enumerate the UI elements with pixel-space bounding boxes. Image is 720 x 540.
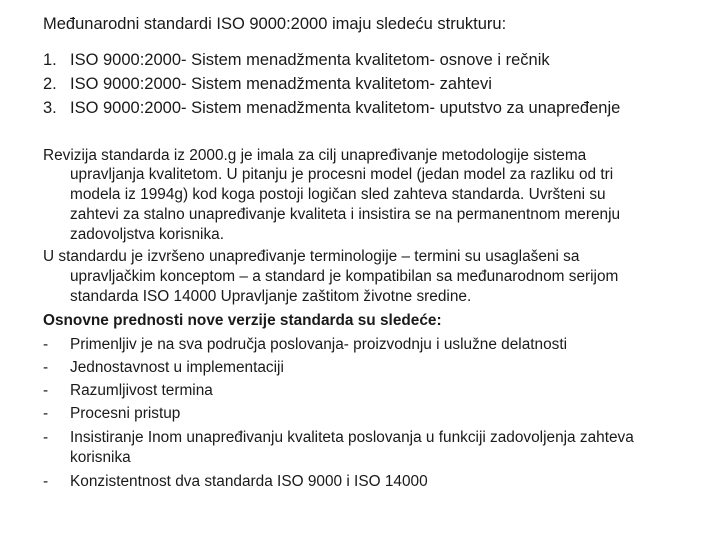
advantage-item: Konzistentnost dva standarda ISO 9000 i ISO 14000 <box>70 473 428 490</box>
advantage-item: Insistiranje Inom unapređivanju kvaliteta poslovanja u funkciji zadovoljenja zahteva <box>70 429 634 446</box>
numbered-item-marker: 3. <box>43 99 57 117</box>
revision-line: zadovoljstva korisnika. <box>70 226 224 243</box>
revision-line: zahtevi za stalno unapređivanje kvaliteta i insistira se na permanentnom merenju <box>70 206 621 223</box>
bullet-marker: - <box>43 359 49 376</box>
numbered-item-marker: 1. <box>43 51 57 69</box>
revision-line: upravljanja kvalitetom. U pitanju je procesni model (jedan model za razliku od tri <box>70 166 614 183</box>
terminology-line: upravljačkim konceptom – a standard je kompatibilan sa međunarodnom serijom <box>70 268 619 285</box>
terminology-line: standarda ISO 14000 Upravljanje zaštitom životne sredine. <box>70 288 472 305</box>
bullet-marker: - <box>43 473 49 490</box>
numbered-item-text: ISO 9000:2000- Sistem menadžmenta kvalitetom- uputstvo za unapređenje <box>70 99 621 117</box>
revision-line: modela iz 1994g) kod koga postoji logičan sled zahteva standarda. Uvršteni su <box>70 186 606 203</box>
advantage-item: Jednostavnost u implementaciji <box>70 359 284 376</box>
revision-line: Revizija standarda iz 2000.g je imala za cilj unapređivanje metodologije sistema <box>43 147 587 164</box>
numbered-item-text: ISO 9000:2000- Sistem menadžmenta kvalitetom- osnove i rečnik <box>70 51 550 69</box>
advantage-item: Procesni pristup <box>70 405 181 422</box>
advantages-heading: Osnovne prednosti nove verzije standarda su sledeće: <box>43 312 442 329</box>
bullet-marker: - <box>43 429 49 446</box>
terminology-line: U standardu je izvršeno unapređivanje terminologije – termini su usaglašeni sa <box>43 248 580 265</box>
numbered-item-marker: 2. <box>43 75 57 93</box>
advantage-item: Primenljiv je na sva područja poslovanja- proizvodnju i uslužne delatnosti <box>70 336 568 353</box>
advantage-item: Razumljivost termina <box>70 382 213 399</box>
structure-heading: Međunarodni standardi ISO 9000:2000 imaju sledeću strukturu: <box>43 15 507 33</box>
numbered-item-text: ISO 9000:2000- Sistem menadžmenta kvalitetom- zahtevi <box>70 75 492 93</box>
advantage-item-continuation: korisnika <box>70 449 131 466</box>
bullet-marker: - <box>43 336 49 353</box>
bullet-marker: - <box>43 382 49 399</box>
bullet-marker: - <box>43 405 49 422</box>
